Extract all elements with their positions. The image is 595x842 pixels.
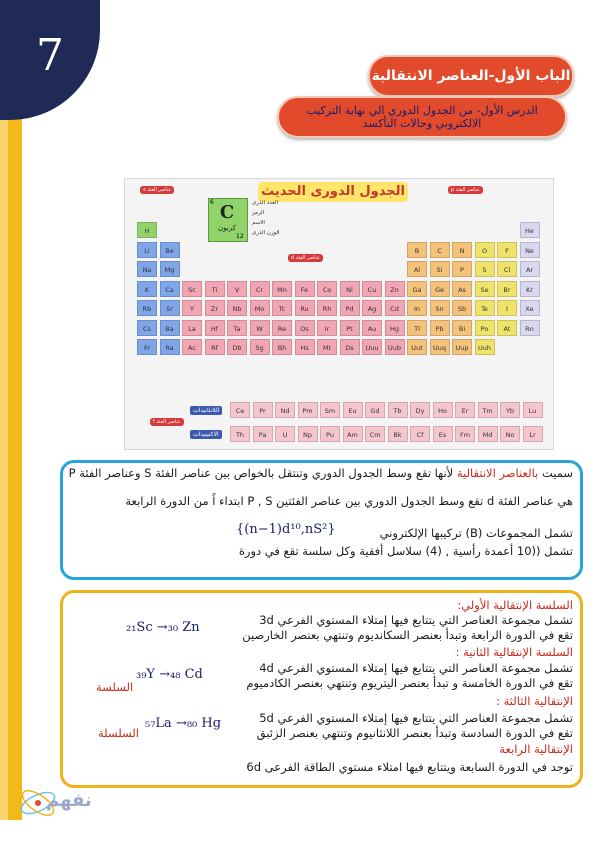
element-cell: Cs: [137, 320, 157, 336]
element-cell: Uut: [407, 339, 427, 355]
element-cell: Ta: [227, 320, 247, 336]
logo-text: نفهم: [46, 790, 92, 811]
element-cell: O: [475, 242, 495, 258]
element-cell: Sn: [430, 300, 450, 316]
legend-label-mass: الوزن الذرى: [252, 230, 280, 236]
definition-line-4: تشمل ((10 أعمدة رأسية , (4) سلاسل أفقية وكل سلسة تقع في دورة: [238, 544, 573, 558]
element-cell: Y: [182, 300, 202, 316]
definition-line-2: هي عناصر الفئة d تقع وسط الجدول الدوري بين عناصر الفئتين P , S ابتداء اً من الدورة الرابعة: [125, 494, 573, 508]
series-1-line-2: تقع في الدورة الرابعة وتبدأ بعنصر السكانديوم وتنتهي بعنصر الخارصين: [242, 628, 573, 642]
element-cell: Sr: [160, 300, 180, 316]
element-cell: Cd: [385, 300, 405, 316]
actinide-cell: U: [275, 426, 295, 442]
s-block-tag: عناصر الفئة s: [140, 186, 174, 194]
element-cell: H: [137, 222, 157, 238]
actinide-cell: Cf: [410, 426, 430, 442]
element-cell: Sg: [250, 339, 270, 355]
element-cell: Uuu: [362, 339, 382, 355]
element-cell: Nb: [227, 300, 247, 316]
lanthanide-cell: Tb: [388, 402, 408, 418]
actinide-cell: No: [500, 426, 520, 442]
element-cell: I: [497, 300, 517, 316]
element-cell: Fe: [295, 281, 315, 297]
lanthanide-cell: Lu: [523, 402, 543, 418]
p-block-tag: عناصر الفئة p: [448, 186, 483, 194]
definition-line-1: سميت بالعناصر الانتقالية لأنها تقع وسط الجدول الدوري وتنتقل بالخواص بين عناصر الفئة S وعناصر الفئة P: [68, 466, 573, 480]
actinide-cell: Fm: [455, 426, 475, 442]
series-2-formula: ₃₉Y →₄₈ Cd: [136, 667, 203, 682]
element-cell: Mn: [272, 281, 292, 297]
element-cell: F: [497, 242, 517, 258]
series-4-title: الإنتقالية الرابعة: [499, 742, 573, 756]
element-cell: V: [227, 281, 247, 297]
element-cell: Se: [475, 281, 495, 297]
series-4-line-1: توجد في الدورة السابعة ويتتابع فيها امتلاء مستوي الطاقة الفرعى 6d: [246, 760, 573, 774]
element-cell: Sc: [182, 281, 202, 297]
element-cell: Rb: [137, 300, 157, 316]
series-2-label: السلسة: [96, 680, 134, 694]
element-cell: Os: [295, 320, 315, 336]
element-cell: Hg: [385, 320, 405, 336]
element-cell: In: [407, 300, 427, 316]
element-cell: Ds: [340, 339, 360, 355]
element-cell: Na: [137, 261, 157, 277]
lesson-title: الدرس الأول- من الجدول الدوري الي نهاية التركيب الالكتروني وحالات التأكسد: [277, 96, 567, 138]
series-3-label: السلسلة: [98, 726, 139, 740]
element-cell: Pb: [430, 320, 450, 336]
actinide-cell: Th: [230, 426, 250, 442]
lanthanide-cell: Yb: [500, 402, 520, 418]
lanthanide-cell: Pr: [253, 402, 273, 418]
element-cell: Sb: [452, 300, 472, 316]
element-cell: As: [452, 281, 472, 297]
element-cell: B: [407, 242, 427, 258]
actinide-cell: Cm: [365, 426, 385, 442]
actinides-label: الاكتينيدات: [190, 430, 222, 439]
element-cell: Xe: [520, 300, 540, 316]
d-block-tag: عناصر الفئة d: [288, 254, 323, 262]
legend-symbol: C: [219, 202, 235, 223]
actinide-cell: Md: [478, 426, 498, 442]
lanthanide-cell: Sm: [320, 402, 340, 418]
chapter-number: 7: [36, 30, 64, 81]
actinide-cell: Es: [433, 426, 453, 442]
element-cell: Ga: [407, 281, 427, 297]
element-cell: Ne: [520, 242, 540, 258]
element-cell: La: [182, 320, 202, 336]
element-cell: Si: [430, 261, 450, 277]
element-cell: Po: [475, 320, 495, 336]
periodic-table-title: الجدول الدورى الحديث: [258, 182, 408, 202]
series-3-line-1: تشمل مجموعة العناصر التي يتتابع فيها إمتلاء المستوي الفرعي 5d: [259, 711, 573, 725]
element-cell: Mg: [160, 261, 180, 277]
lanthanides-label: اللانثانيدات: [190, 406, 222, 415]
lanthanide-cell: Tm: [478, 402, 498, 418]
side-decoration: [8, 80, 22, 820]
element-cell: Fr: [137, 339, 157, 355]
actinide-cell: Pa: [253, 426, 273, 442]
element-cell: Mt: [317, 339, 337, 355]
element-cell: Ti: [205, 281, 225, 297]
lanthanide-cell: Pm: [298, 402, 318, 418]
element-cell: At: [497, 320, 517, 336]
element-cell: Pd: [340, 300, 360, 316]
actinide-cell: Pu: [320, 426, 340, 442]
element-cell: N: [452, 242, 472, 258]
element-cell: Pt: [340, 320, 360, 336]
actinide-cell: Bk: [388, 426, 408, 442]
element-cell: Tc: [272, 300, 292, 316]
element-cell: P: [452, 261, 472, 277]
legend-mass: 12: [236, 233, 244, 240]
lanthanide-cell: Gd: [365, 402, 385, 418]
element-cell: Ni: [340, 281, 360, 297]
element-cell: Uuq: [430, 339, 450, 355]
element-cell: Zn: [385, 281, 405, 297]
element-cell: Re: [272, 320, 292, 336]
element-cell: Mo: [250, 300, 270, 316]
element-cell: Hf: [205, 320, 225, 336]
element-cell: Bi: [452, 320, 472, 336]
element-cell: W: [250, 320, 270, 336]
lanthanide-cell: Dy: [410, 402, 430, 418]
electron-config-formula: {(n−1)d¹⁰,nS²}: [236, 522, 336, 537]
element-cell: Te: [475, 300, 495, 316]
side-decoration-light: [0, 90, 8, 820]
element-cell: Li: [137, 242, 157, 258]
element-cell: Cl: [497, 261, 517, 277]
actinide-cell: Np: [298, 426, 318, 442]
lanthanide-cell: Eu: [343, 402, 363, 418]
series-1-title: السلسة الإنتقالية الأولي:: [457, 598, 573, 612]
element-cell: Co: [317, 281, 337, 297]
legend-label-symbol: الرمز: [252, 210, 265, 216]
element-cell: C: [430, 242, 450, 258]
element-cell: Ge: [430, 281, 450, 297]
series-2-line-1: تشمل مجموعة العناصر التي يتتابع فيها إمتلاء المستوي الفرعي 4d: [259, 661, 573, 675]
lanthanide-cell: Nd: [275, 402, 295, 418]
actinide-cell: Am: [343, 426, 363, 442]
element-cell: Ir: [317, 320, 337, 336]
element-cell: Uub: [385, 339, 405, 355]
element-cell: Cu: [362, 281, 382, 297]
legend-label-name: الاسم: [252, 220, 265, 226]
definition-line-3: تشمل المجموعات (B) تركيبها الإلكتروني: [379, 526, 573, 540]
lanthanide-cell: Ho: [433, 402, 453, 418]
element-cell: Rh: [317, 300, 337, 316]
element-cell: Ba: [160, 320, 180, 336]
legend-name: كربون: [218, 224, 236, 232]
element-cell: Rn: [520, 320, 540, 336]
legend-label-number: العدد الذرى: [252, 200, 278, 206]
series-2-title: السلسة الإنتقالية الثانية :: [455, 645, 573, 659]
element-cell: Ac: [182, 339, 202, 355]
lanthanide-cell: Er: [455, 402, 475, 418]
element-cell: Au: [362, 320, 382, 336]
series-3-line-2: تقع في الدورة السادسة وتبدأ بعنصر اللانثانيوم وتنتهي بعنصر الزئبق: [256, 726, 573, 740]
element-cell: Al: [407, 261, 427, 277]
element-cell: Ag: [362, 300, 382, 316]
series-3-title: الإنتقالية الثالثة :: [496, 694, 573, 708]
actinide-cell: Lr: [523, 426, 543, 442]
element-cell: Ar: [520, 261, 540, 277]
lanthanide-cell: Ce: [230, 402, 250, 418]
series-3-formula: ₅₇La →₈₀ Hg: [145, 716, 222, 731]
element-cell: Br: [497, 281, 517, 297]
element-cell: Uuh: [475, 339, 495, 355]
element-cell: Ru: [295, 300, 315, 316]
legend-number: 6: [210, 199, 214, 206]
element-cell: S: [475, 261, 495, 277]
element-cell: He: [520, 222, 540, 238]
chapter-title: الباب الأول-العناصر الانتقالية: [368, 55, 574, 97]
element-cell: Cr: [250, 281, 270, 297]
element-cell: Rf: [205, 339, 225, 355]
element-cell: Kr: [520, 281, 540, 297]
series-1-line-1: تشمل مجموعة العناصر التي يتتابع فيها إمتلاء المستوي الفرعي 3d: [259, 613, 573, 627]
series-1-formula: ₂₁Sc →₃₀ Zn: [126, 620, 200, 635]
element-cell: Uup: [452, 339, 472, 355]
element-cell: Db: [227, 339, 247, 355]
element-cell: Ra: [160, 339, 180, 355]
element-cell: Bh: [272, 339, 292, 355]
series-2-line-2: تقع في الدورة الخامسة و تبدأ بعنصر اليتريوم وتنتهي بعنصر الكادميوم: [246, 676, 573, 690]
element-cell: Hs: [295, 339, 315, 355]
element-cell: K: [137, 281, 157, 297]
element-cell: Tl: [407, 320, 427, 336]
element-cell: Zr: [205, 300, 225, 316]
f-block-tag: عناصر الفئة f: [150, 418, 184, 426]
element-cell: Be: [160, 242, 180, 258]
element-cell: Ca: [160, 281, 180, 297]
